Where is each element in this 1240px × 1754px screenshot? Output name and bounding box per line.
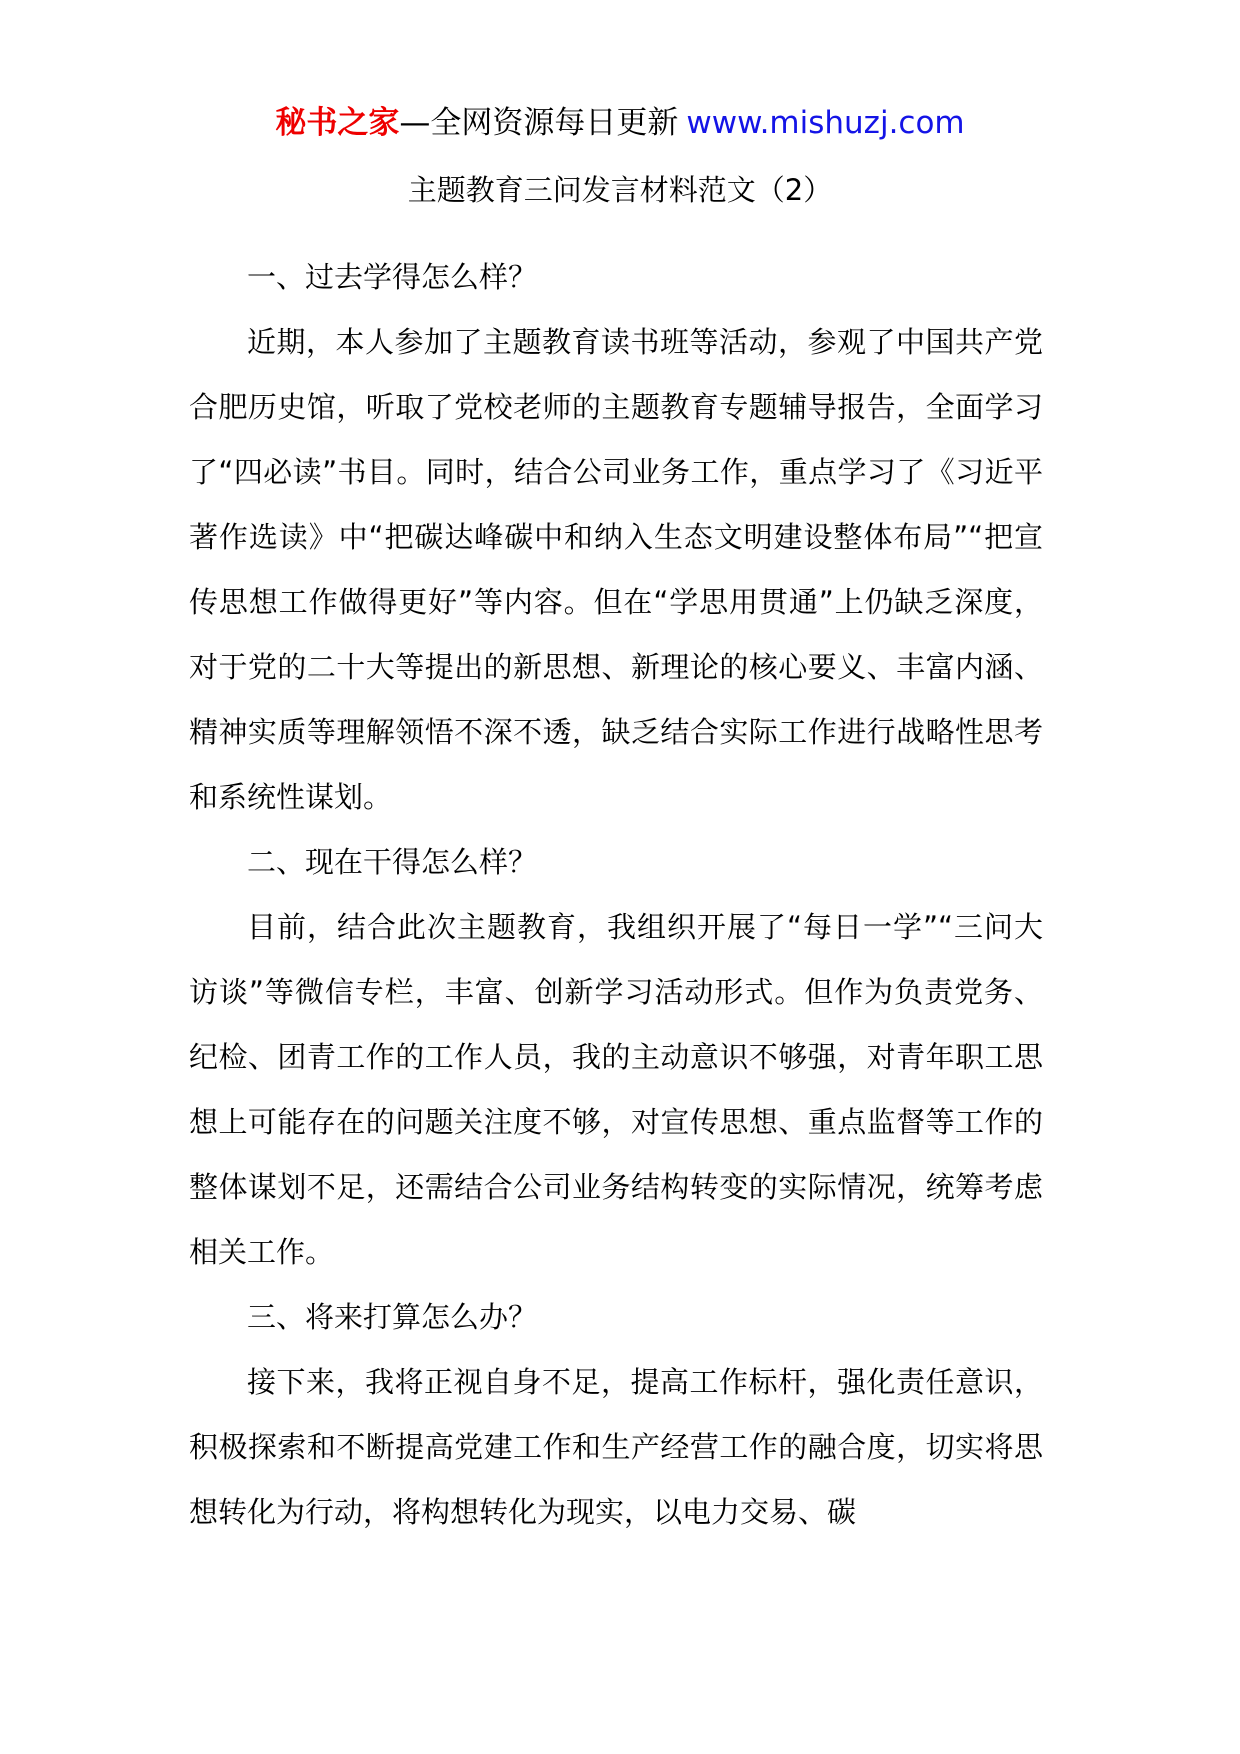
section-heading-future: 三、将来打算怎么办？ (247, 1300, 538, 1334)
paragraph-future: 接下来，我将正视自身不足，提高工作标杆，强化责任意识，积极探索和不断提高党建工作和生产经营工作的融合度，切实将思想转化为行动，将构想转化为现实，以电力交易、碳 (189, 1365, 1043, 1529)
site-url-link[interactable]: www.mishuzj.com (686, 105, 965, 141)
document-title: 主题教育三问发言材料范文（2） (407, 173, 833, 207)
site-header (0, 98, 1240, 148)
paragraph-past: 近期，本人参加了主题教育读书班等活动，参观了中国共产党合肥历史馆，听取了党校老师的主题教育专题辅导报告，全面学习了“四必读”书目。同时，结合公司业务工作，重点学习了《习近平著作选读》中“把碳达峰碳中和纳入生态文明建设整体布局”“把宣传思想工作做得更好”等内容。但在“学思用贯通”上仍缺乏深度，对于党的二十大等提出的新思想、新理论的核心要义、丰富内涵、精神实质等理解领悟不深不透，缺乏结合实际工作进行战略性思考和系统性谋划。 (189, 325, 1043, 814)
header-tagline: —全网资源每日更新 (399, 105, 679, 141)
section-heading-past: 一、过去学得怎么样？ (247, 260, 538, 294)
paragraph-present: 目前，结合此次主题教育，我组织开展了“每日一学”“三问大访谈”等微信专栏，丰富、创新学习活动形式。但作为负责党务、纪检、团青工作的工作人员，我的主动意识不够强，对青年职工思想上可能存在的问题关注度不够，对宣传思想、重点监督等工作的整体谋划不足，还需结合公司业务结构转变的实际情况，统筹考虑相关工作。 (189, 910, 1043, 1269)
document-body (189, 245, 1043, 1545)
brand-name: 秘书之家 (275, 105, 400, 141)
section-heading-present: 二、现在干得怎么样？ (247, 845, 538, 879)
